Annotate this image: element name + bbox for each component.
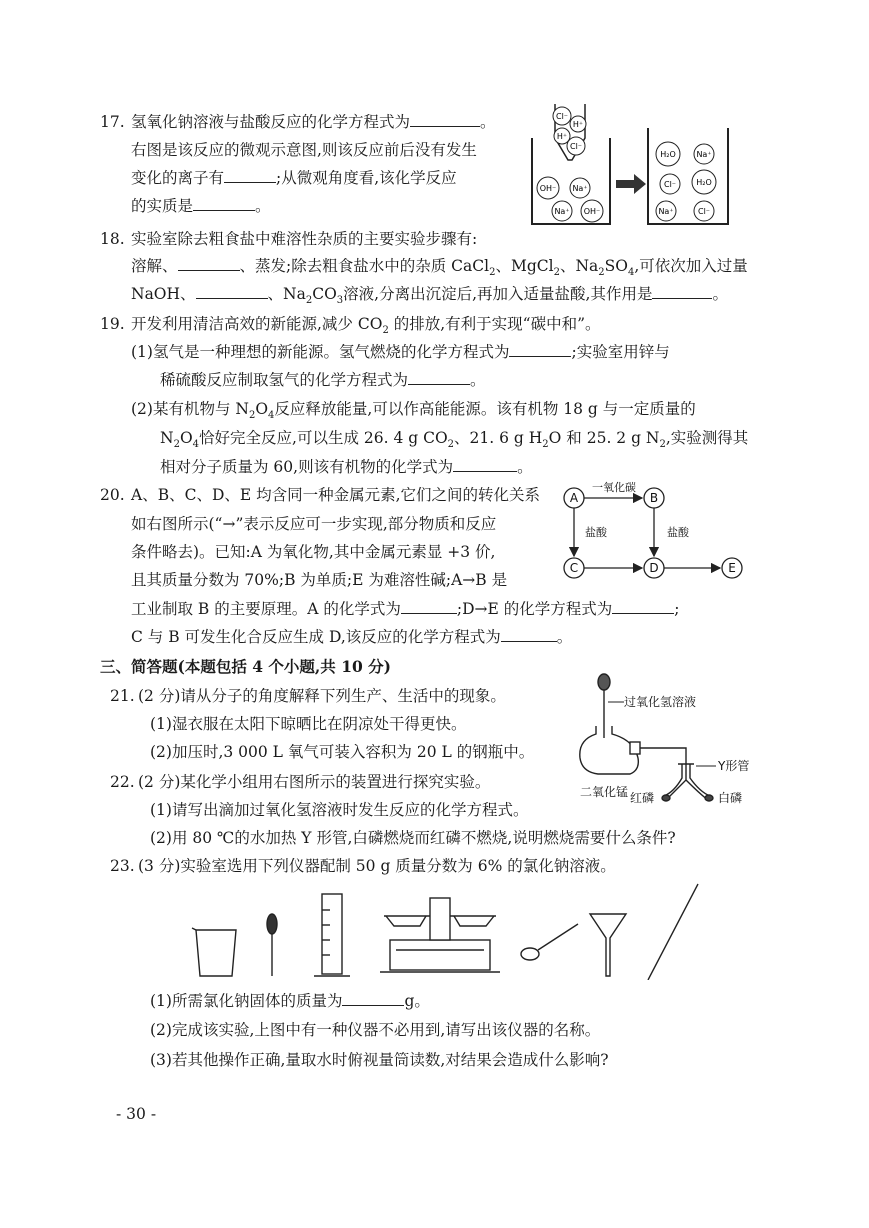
q22-number: 22. (110, 773, 135, 791)
ion-left-4: OH⁻ (583, 207, 601, 216)
q20-line4: 且其质量分数为 70%;B 为单质;E 为难溶性碱;A→B 是 (131, 571, 508, 589)
balance-icon (380, 898, 500, 972)
ion-left-3: Na⁺ (554, 207, 570, 216)
q22-line1: (2 分)某化学小组用右图所示的装置进行探究实验。 (138, 773, 491, 791)
ion-right-6: Cl⁻ (697, 207, 711, 216)
label-hcl-left: 盐酸 (585, 526, 607, 539)
ion-top-1: Cl⁻ (555, 112, 569, 121)
q19-part1-line2: 稀硫酸反应制取氢气的化学方程式为 。 (160, 371, 486, 389)
label-y-tube: Y形管 (718, 759, 750, 773)
combustion-apparatus-diagram (568, 668, 768, 818)
node-d: D (649, 561, 659, 575)
q18-number: 18. (100, 230, 125, 248)
q19-number: 19. (100, 315, 125, 333)
q17-line1: 氢氧化钠溶液与盐酸反应的化学方程式为 。 (131, 113, 496, 131)
ion-right-5: Na⁺ (658, 207, 674, 216)
page-number: - 30 - (116, 1105, 157, 1123)
label-mno2: 二氧化锰 (580, 785, 629, 799)
q23-number: 23. (110, 857, 135, 875)
q21-line1: (2 分)请从分子的角度解释下列生产、生活中的现象。 (138, 687, 506, 705)
node-b: B (649, 491, 659, 505)
section-title: 三、简答题(本题包括 4 个小题,共 10 分) (100, 657, 392, 676)
q19-line1: 开发利用清洁高效的新能源,减少 $CO_2$ 的排放,有利于实现“碳中和”。 (131, 315, 601, 337)
instruments-illustration (180, 880, 720, 980)
q18-line2: 溶解、 、蒸发;除去粗食盐水中的杂质 CaCl$_2$、MgCl$_2$、$Na_2SO_4$,可依次加入过量 (131, 257, 748, 279)
ion-right-4: H₂O (696, 178, 712, 187)
beaker-icon (192, 928, 236, 976)
q17-line3: 变化的离子有 ;从微观角度看,该化学反应 (131, 169, 457, 187)
q21-part2: (2)加压时,3 000 L 氧气可装入容积为 20 L 的钢瓶中。 (150, 743, 535, 761)
q20-line1: A、B、C、D、E 均含同一种金属元素,它们之间的转化关系 (131, 486, 541, 504)
q19-part1-line1: (1)氢气是一种理想的新能源。氢气燃烧的化学方程式为 ;实验室用锌与 (131, 343, 670, 361)
q18-line1: 实验室除去粗食盐中难溶性杂质的主要实验步骤有: (131, 230, 478, 248)
q19-part2-line1: (2)某有机物与 $N_2O_4$反应释放能量,可以作高能能源。该有机物 18 g 与一定质量的 (131, 400, 696, 422)
ion-top-2: H⁺ (572, 120, 584, 129)
ion-right-3: Cl⁻ (663, 180, 677, 189)
node-c: C (569, 561, 579, 575)
label-co: 一氧化碳 (592, 481, 636, 494)
label-red-phosphorus: 红磷 (630, 791, 655, 805)
ion-top-4: Cl⁻ (569, 142, 583, 151)
glass-rod-icon (648, 884, 698, 980)
funnel-icon (590, 914, 626, 976)
label-hcl-right: 盐酸 (667, 526, 689, 539)
q19-part2-line2: $N_2O_4$恰好完全反应,可以生成 26. 4 g $CO_2$、21. 6 g $H_2O$ 和 25. 2 g $N_2$,实验测得其 (160, 429, 749, 451)
q23-line1: (3 分)实验室选用下列仪器配制 50 g 质量分数为 6% 的氯化钠溶液。 (138, 857, 616, 875)
q21-number: 21. (110, 687, 135, 705)
graduated-cylinder-icon (314, 894, 350, 976)
q19-part2-line3: 相对分子质量为 60,则该有机物的化学式为 。 (160, 458, 533, 476)
ion-right-2: Na⁺ (696, 150, 712, 159)
q23-part1: (1)所需氯化钠固体的质量为 g。 (150, 992, 430, 1010)
q20-line6: C 与 B 可发生化合反应生成 D,该反应的化学方程式为 。 (131, 628, 573, 646)
ion-top-3: H⁺ (556, 132, 568, 141)
q20-line3: 条件略去)。已知:A 为氧化物,其中金属元素显 +3 价, (131, 543, 496, 561)
node-a: A (569, 491, 579, 505)
reaction-microscopic-diagram (520, 98, 740, 230)
q22-part2: (2)用 80 ℃的水加热 Y 形管,白磷燃烧而红磷不燃烧,说明燃烧需要什么条件? (150, 829, 676, 847)
q20-line2: 如右图所示(“→”表示反应可一步实现,部分物质和反应 (131, 515, 497, 533)
conversion-relationship-diagram (558, 478, 758, 588)
q20-number: 20. (100, 486, 125, 504)
q23-part3: (3)若其他操作正确,量取水时俯视量筒读数,对结果会造成什么影响? (150, 1051, 609, 1069)
q21-part1: (1)湿衣服在太阳下晾晒比在阴凉处干得更快。 (150, 715, 467, 733)
q17-line2: 右图是该反应的微观示意图,则该反应前后没有发生 (131, 141, 477, 159)
q22-part1: (1)请写出滴加过氧化氢溶液时发生反应的化学方程式。 (150, 801, 529, 819)
ion-left-2: Na⁺ (572, 184, 588, 193)
ion-right-1: H₂O (660, 150, 676, 159)
q20-line5: 工业制取 B 的主要原理。A 的化学式为 ;D→E 的化学方程式为 ; (131, 600, 680, 618)
label-white-phosphorus: 白磷 (718, 791, 743, 805)
q17-line4: 的实质是 。 (131, 197, 271, 215)
q23-part2: (2)完成该实验,上图中有一种仪器不必用到,请写出该仪器的名称。 (150, 1021, 601, 1039)
q17-number: 17. (100, 113, 125, 131)
q18-line3: NaOH、 、$Na_2CO_3$溶液,分离出沉淀后,再加入适量盐酸,其作用是 。 (131, 285, 728, 307)
ion-left-1: OH⁻ (539, 184, 557, 193)
node-e: E (728, 561, 736, 575)
spatula-icon (521, 924, 578, 960)
label-h2o2: 过氧化氢溶液 (624, 695, 697, 709)
dropper-icon (267, 914, 277, 976)
